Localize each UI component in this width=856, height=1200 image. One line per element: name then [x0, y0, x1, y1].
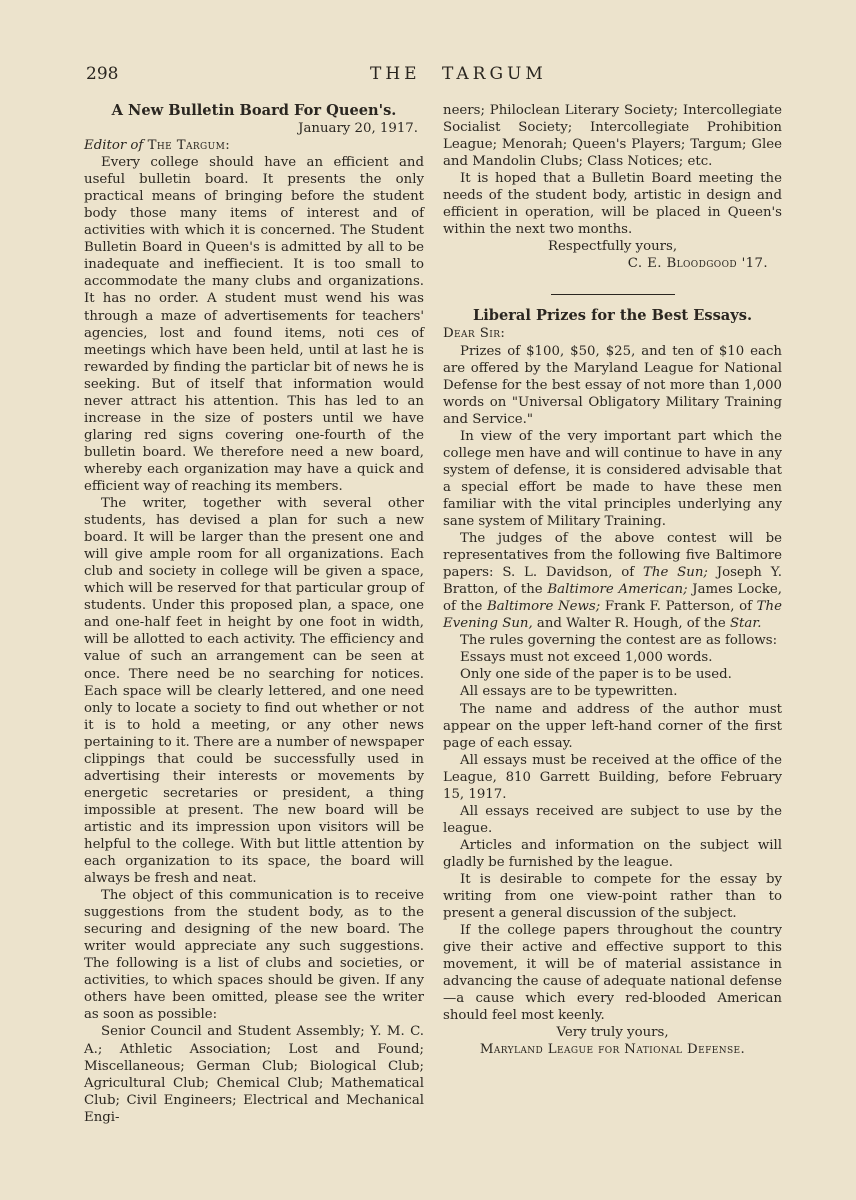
- letter2-rules-intro: The rules governing the contest are as follows:: [460, 633, 778, 649]
- letter1-club-list-start: Senior Council and Student Assembly; Y. M. C. A.; Athletic Association; Lost and Found; Miscellaneous; German Club; Biological Club; Agricultural Club; Chemical Club; Mathematical Club; Civil Engineers; Electrical and Mechanical Engi-: [84, 1024, 424, 1125]
- judges-paper-name: Baltimore News;: [487, 599, 601, 615]
- letter1-club-list-end: neers; Philoclean Literary Society; Intercollegiate Socialist Society; Intercollegiate Prohibition League; Menorah; Queen's Players; Targum; Glee and Mandolin Clubs; Class Notices; etc.: [443, 103, 782, 170]
- running-header: [86, 64, 781, 88]
- letter2-articles-paragraph: Articles and information on the subject will gladly be furnished by the league.: [443, 837, 782, 870]
- letter1-date: January 20, 1917.: [298, 121, 418, 136]
- running-title: THE TARGUM: [370, 64, 547, 84]
- letter2-rule: All essays received are subject to use by the league.: [443, 803, 782, 836]
- letter2-signature: Maryland League for National Defense.: [479, 1042, 746, 1058]
- judges-paper-name: The Sun;: [643, 565, 708, 581]
- letter1-salutation: [84, 137, 424, 154]
- letter2-rule: All essays must be received at the office of the League, 810 Garrett Building, before February 15, 1917.: [443, 752, 782, 802]
- letter1-title: A New Bulletin Board For Queen's.: [111, 102, 397, 119]
- judges-text: James Locke, of the: [443, 582, 782, 615]
- letter2-closing: Very truly yours,: [556, 1025, 669, 1041]
- salutation-name: The Targum: [147, 138, 226, 154]
- section-divider: [551, 294, 675, 295]
- judges-text: The judges of the above contest will be representatives from the following five Baltimore papers: S. L. Davidson, of: [443, 531, 782, 581]
- judges-paper-name: The Evening Sun,: [443, 599, 782, 632]
- letter2-paragraph-1: Prizes of $100, $50, $25, and ten of $10 each are offered by the Maryland League for National Defense for the best essay of not more than 1,000 words on "Universal Obligatory Military Training and Service.": [443, 343, 782, 427]
- letter1-paragraph-1: Every college should have an efficient and useful bulletin board. It presents the only practical means of bringing before the student body those many items of interest and of activities with which it is concerned. The Student Bulletin Board in Queen's is admitted by all to be inadequate and ineffiecient. It is too small to accommodate the many clubs and organizations. It has no order. A student must wend his was through a maze of advertisements for teachers' agencies, lost and found items, noti ces of meetings which have been held, until at last he is rewarded by finding the particlar bit of news he is seeking. But of itself that information would never attract his attention. This has led to an increase in the size of posters until we have glaring red signs covering one-fourth of the bulletin board. We therefore need a new board, whereby each organization may have a quick and efficient way of reaching its members.: [84, 155, 424, 494]
- letter2-paragraph-2: In view of the very important part which the college men have and will continue to have in any system of defense, it is considered advisable that a special effort be made to have these men familiar with the vital principles underlying any sane system of Military Training.: [443, 428, 782, 529]
- letter2-rule: Only one side of the paper is to be used.: [460, 667, 732, 683]
- judges-text: and Walter R. Hough, of the: [532, 616, 730, 632]
- judges-paper-name: Star.: [729, 616, 762, 632]
- salutation-prefix: Editor of: [84, 138, 144, 154]
- judges-paper-name: Baltimore American;: [547, 582, 688, 598]
- letter2-rule: All essays are to be typewritten.: [460, 684, 678, 700]
- salutation-suffix: :: [225, 138, 230, 154]
- letter2-salutation: Dear Sir:: [443, 326, 506, 342]
- letter1-paragraph-2: The writer, together with several other students, has devised a plan for such a new board. It will be larger than the present one and will give ample room for all organizations. Each club and society in college will be given a space, which will be reserved for that particular group of students. Under this proposed plan, a space, one and one-half feet in height by one foot in width, will be allotted to each activity. The efficiency and value of such an arrangement can be seen at once. There need be no searching for notices. Each space will be clearly lettered, and one need only to locate a society to find out whether or not it is to hold a meeting, or any other news pertaining to it. There are a number of newspaper clippings that could be successfully used in advertising their interests or movements by energetic secretaries or president, a thing impossible at present. The new board will be artistic and its impression upon visitors will be helpful to the college. With but little attention by each organization to its space, the board will always be fresh and neat.: [84, 496, 424, 887]
- letter2-title: Liberal Prizes for the Best Essays.: [472, 307, 753, 325]
- letter2-desirable-paragraph: It is desirable to compete for the essay by writing from one view-point rather than to present a general discussion of the subject.: [443, 871, 782, 922]
- judges-text: Joseph Y. Bratton, of the: [443, 565, 782, 598]
- letter2-judges-paragraph: [443, 530, 782, 632]
- letter2-rule: Essays must not exceed 1,000 words.: [460, 650, 713, 666]
- letter2-rule: The name and address of the author must appear on the upper left-hand corner of the first page of each essay.: [443, 701, 782, 751]
- letter1-paragraph-3: The object of this communication is to receive suggestions from the student body, as to the securing and designing of the new board. The writer would appreciate any such suggestions. The following is a list of clubs and societies, or activities, to which spaces should be given. If any others have been omitted, please see the writer as soon as possible:: [84, 888, 424, 1023]
- letter1-paragraph-5: It is hoped that a Bulletin Board meeting the needs of the student body, artistic in design and efficient in operation, will be placed in Queen's within the next two months.: [443, 171, 782, 238]
- letter1-closing: Respectfully yours,: [547, 239, 678, 255]
- letter1-signature: C. E. Bloodgood '17.: [627, 256, 768, 272]
- right-column: [443, 102, 782, 1058]
- judges-text: Frank F. Patterson, of: [600, 599, 757, 615]
- left-column: [84, 102, 424, 1126]
- page-number: 298: [86, 64, 119, 84]
- letter2-papers-paragraph: If the college papers throughout the country give their active and effective support to this movement, it will be of material assistance in advancing the cause of adequate national defense—a cause which every red-blooded American should feel most keenly.: [443, 923, 782, 1024]
